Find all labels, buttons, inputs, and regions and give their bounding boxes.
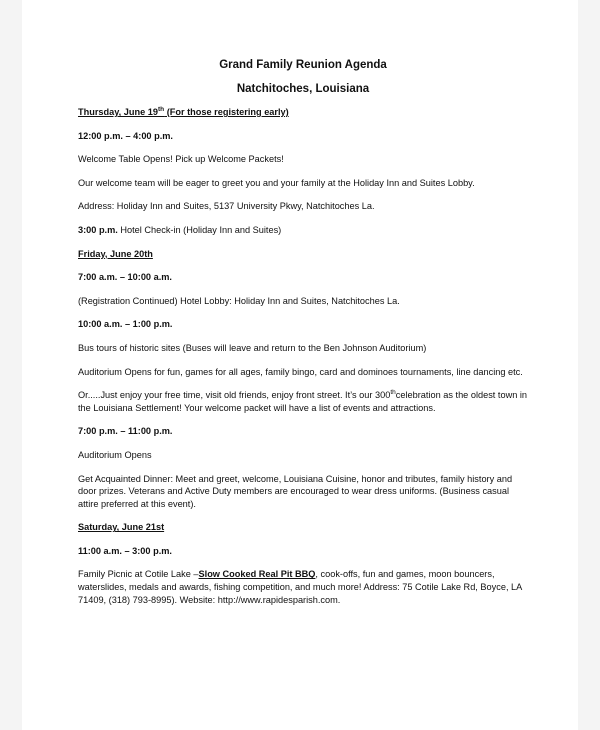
thursday-checkin xyxy=(78,224,528,237)
saturday-line-1 xyxy=(78,568,528,606)
friday-line-1: (Registration Continued) Hotel Lobby: Holiday Inn and Suites, Natchitoches La. xyxy=(78,295,400,306)
saturday-line-1-start: Family Picnic at Cotile Lake – xyxy=(78,569,199,580)
thursday-heading xyxy=(78,106,528,119)
document-title: Grand Family Reunion Agenda xyxy=(219,59,387,71)
document-location: Natchitoches, Louisiana xyxy=(236,83,370,95)
saturday-bbq-highlight: Slow Cooked Real Pit BBQ xyxy=(198,569,316,580)
friday-line-5: Auditorium Opens xyxy=(78,449,152,460)
thursday-note: (For those registering early) xyxy=(164,107,289,117)
friday-time-1: 7:00 a.m. – 10:00 a.m. xyxy=(78,272,172,283)
friday-line-4 xyxy=(78,389,528,414)
friday-heading: Friday, June 20th xyxy=(78,248,153,259)
friday-line-4-start: Or.....Just enjoy your free time, visit old friends, enjoy front street. It’s our 300 xyxy=(78,390,391,401)
friday-line-4-suffix: th xyxy=(390,389,396,397)
friday-line-2: Bus tours of historic sites (Buses will leave and return to the Ben Johnson Auditorium) xyxy=(78,342,427,353)
friday-line-4-end: celebration as the oldest town in the Louisiana Settlement! Your welcome packet will have a list of events and attractions. xyxy=(78,390,528,413)
thursday-line-2: Our welcome team will be eager to greet you and your family at the Holiday Inn and Suites Lobby. xyxy=(78,177,475,188)
thursday-date-suffix: th xyxy=(158,106,165,113)
saturday-line-1-end: , cook-offs, fun and games, moon bouncers, waterslides, medals and awards, fishing competition, and much more! Address: 75 Cotile Lake Rd, Boyce, LA 71409, (318) 793-8995). Website: http://www.rapidesparish.com. xyxy=(78,569,522,605)
thursday-line-1: Welcome Table Opens! Pick up Welcome Packets! xyxy=(78,154,284,165)
thursday-line-3: Address: Holiday Inn and Suites, 5137 University Pkwy, Natchitoches La. xyxy=(78,201,375,212)
thursday-checkin-text: Hotel Check-in (Holiday Inn and Suites) xyxy=(117,224,282,235)
saturday-heading: Saturday, June 21st xyxy=(78,522,165,533)
document-page xyxy=(22,0,578,730)
thursday-time-1: 12:00 p.m. – 4:00 p.m. xyxy=(78,130,173,141)
thursday-date: Thursday, June 19 xyxy=(78,107,158,117)
agenda-content xyxy=(78,58,528,617)
friday-time-3: 7:00 p.m. – 11:00 p.m. xyxy=(78,426,173,437)
thursday-time-2: 3:00 p.m. xyxy=(78,224,118,235)
friday-time-2: 10:00 a.m. – 1:00 p.m. xyxy=(78,319,173,330)
friday-line-3: Auditorium Opens for fun, games for all ages, family bingo, card and dominoes tournaments, line dancing etc. xyxy=(78,366,523,377)
friday-line-6: Get Acquainted Dinner: Meet and greet, welcome, Louisiana Cuisine, honor and tributes, family history and door prizes. Veterans and Active Duty members are encouraged to wear dress uniforms. (Business casual attire preferred at this event). xyxy=(78,473,513,509)
saturday-time-1: 11:00 a.m. – 3:00 p.m. xyxy=(78,545,172,556)
